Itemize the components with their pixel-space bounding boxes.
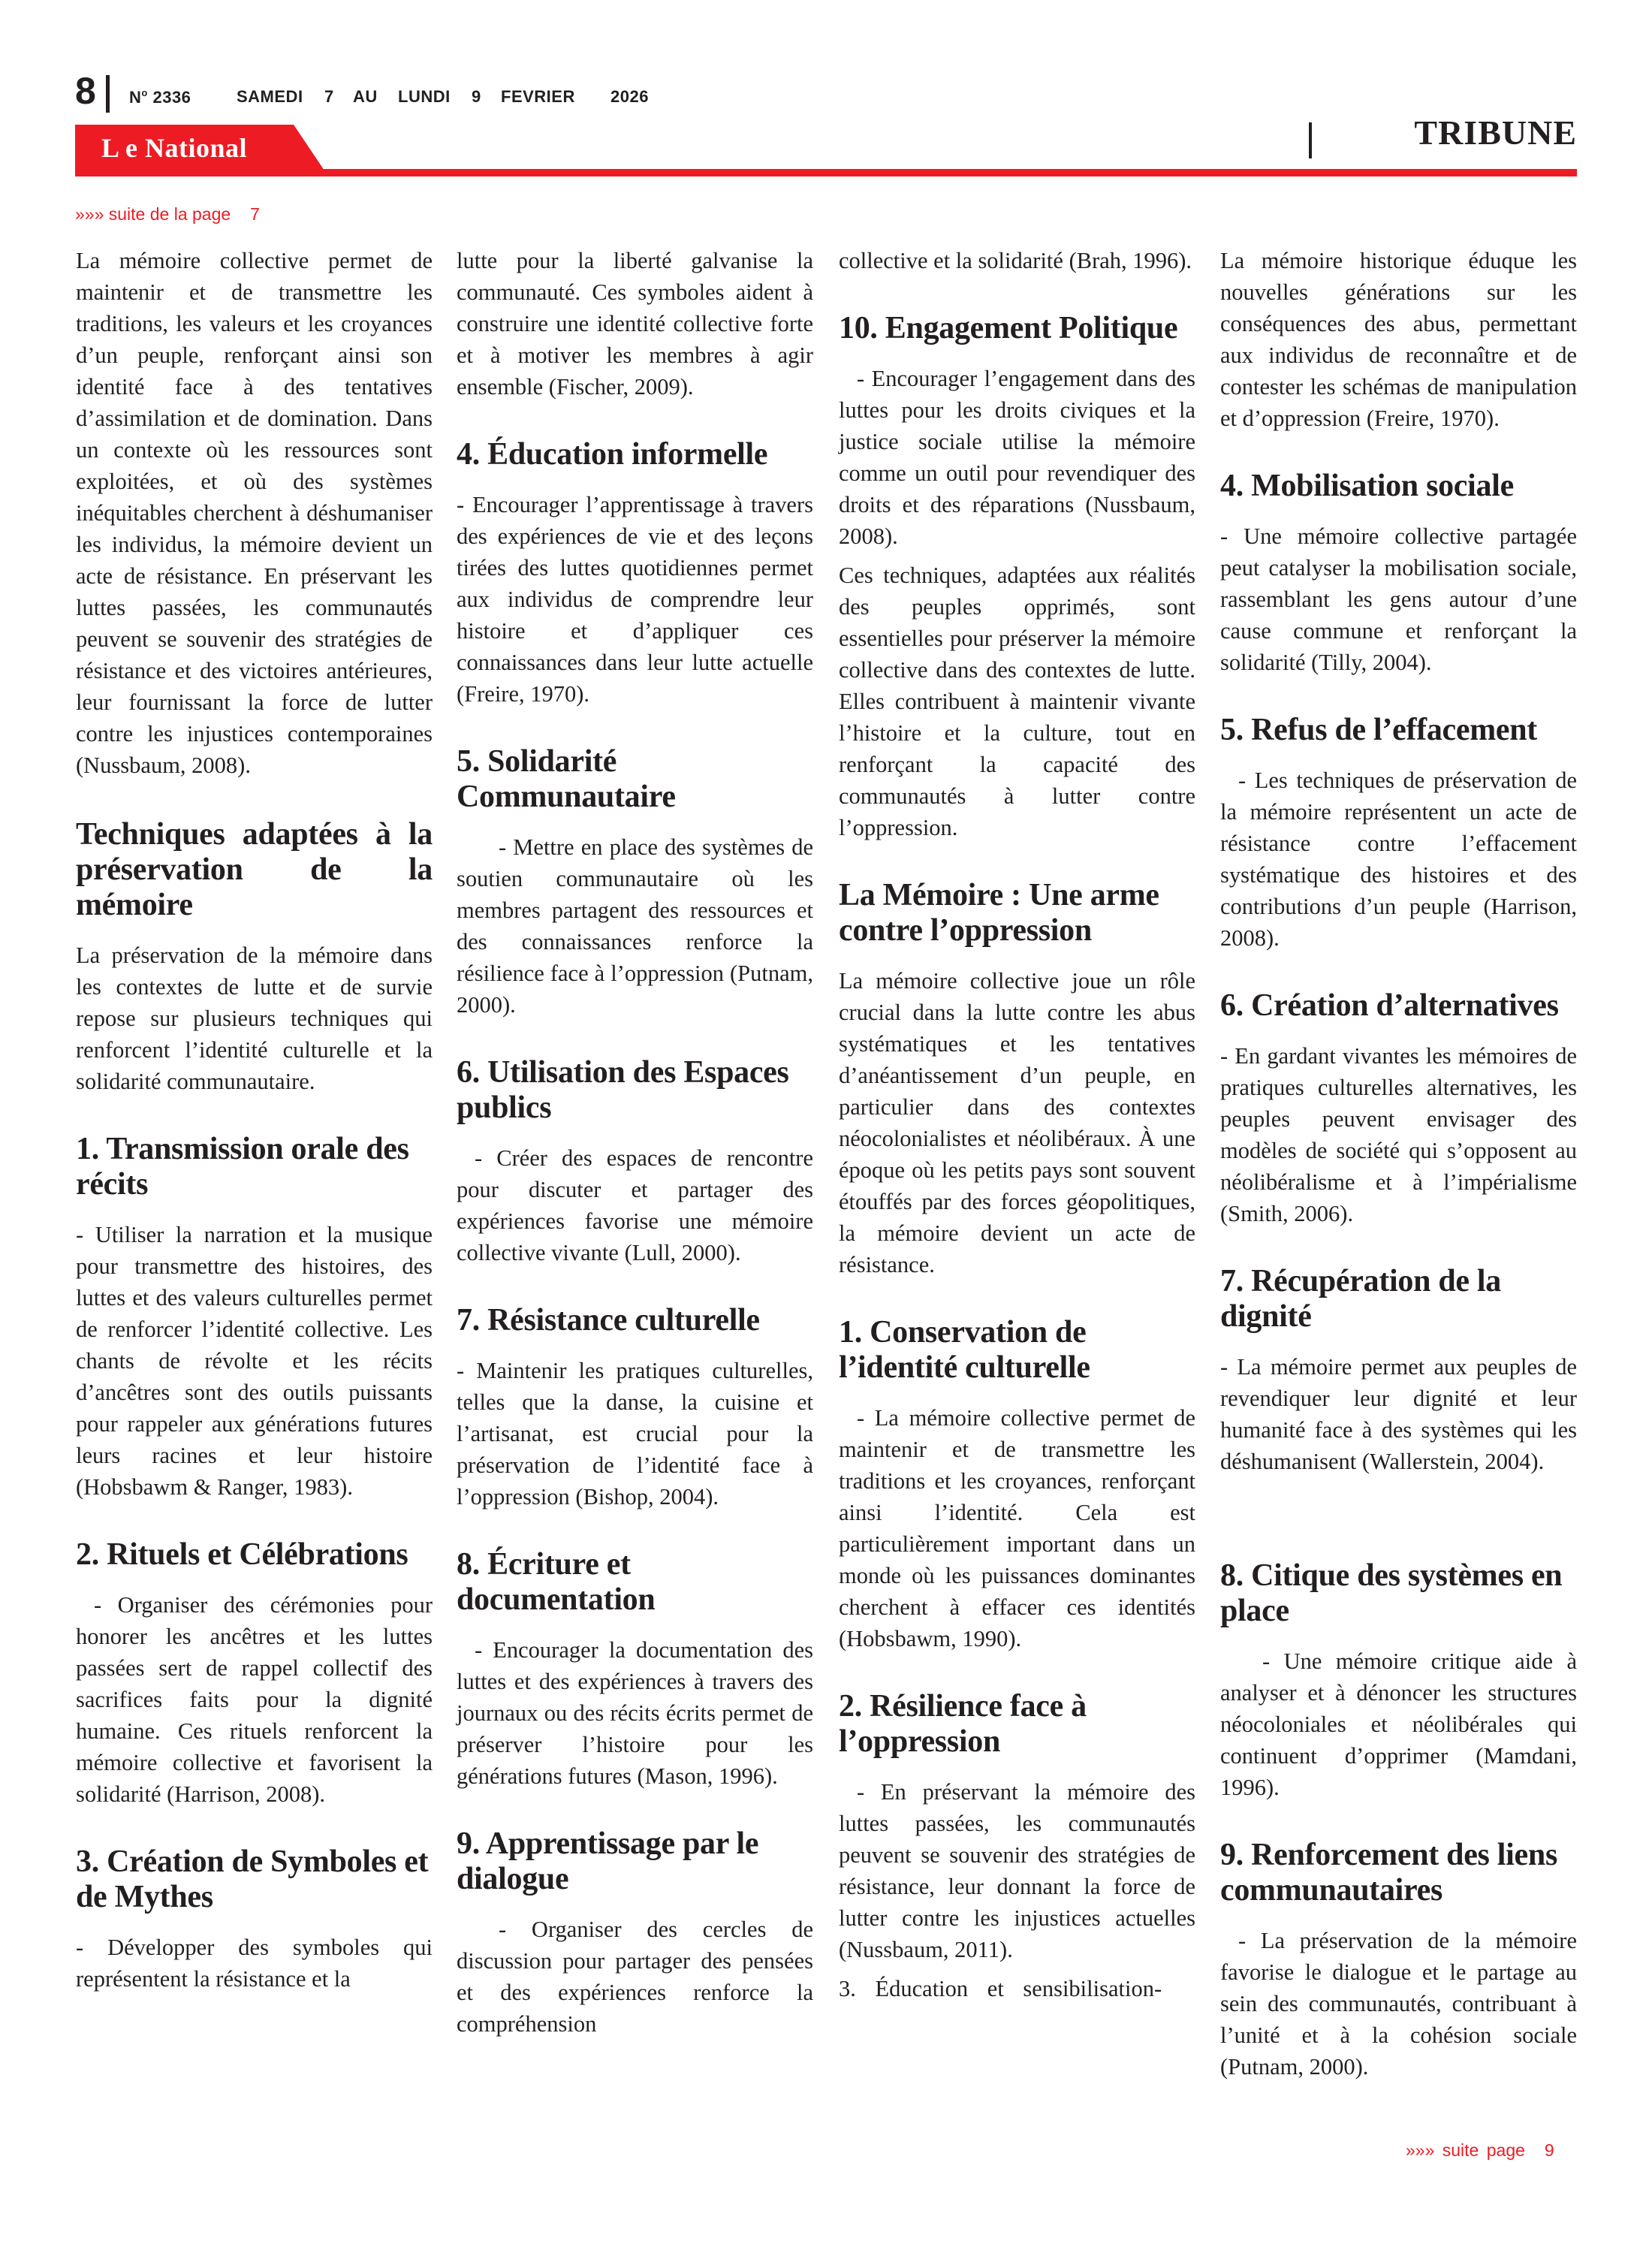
paragraph: Ces techniques, adaptées aux réalités des peuples opprimés, sont essentielles pour préserver la mémoire collective dans des contextes de lutte. Elles contribuent à maintenir vivante l’histoire et la culture, tout en renforçant la capacité des communautés à lutter contre l’oppression. <box>839 562 1195 840</box>
paragraph: La préservation de la mémoire dans les contextes de lutte et de survie repose sur plusieurs techniques qui renforcent l’identité culturelle et la solidarité communautaire. <box>76 943 433 1094</box>
section-heading: 7. Résistance culturelle <box>457 1303 760 1338</box>
date-month: FEVRIER <box>501 87 575 106</box>
date-to: AU <box>353 87 378 106</box>
paragraph: - La mémoire collective permet de maintenir et de transmettre les traditions et les croyances, renforçant ainsi l’identité. Cela est particulièrement important dans un monde où les puissances dominantes cherchent à effacer ces identités (Hobsbawm, 1990). <box>839 1405 1195 1651</box>
section-heading: 1. Conservation de l’identité culturelle <box>839 1315 1090 1385</box>
issue-value: 2336 <box>152 88 191 107</box>
section-heading: 9. Apprentissage par le dialogue <box>457 1826 759 1896</box>
section-heading: 2. Résilience face à l’oppression <box>839 1689 1087 1759</box>
paragraph: - Les techniques de préservation de la mémoire représentent un acte de résistance contre l’effacement systématique des histoires et des contributions d’un peuple (Harrison, 2008). <box>1220 768 1577 951</box>
section-heading: Techniques adaptées à la préservation de la mémoire <box>76 817 433 922</box>
paragraph: - La mémoire permet aux peuples de revendiquer leur dignité et leur humanité face à des systèmes qui les déshumanisent (Wallerstein, 2004). <box>1220 1354 1577 1474</box>
section-heading: 10. Engagement Politique <box>839 311 1178 345</box>
section-heading: 8. Écriture et documentation <box>457 1547 656 1617</box>
paragraph: 3. Éducation et sensibilisation- <box>839 1976 1162 2001</box>
folio-divider <box>106 75 110 113</box>
issue-number <box>129 87 191 107</box>
paragraph: - Une mémoire critique aide à analyser et à dénoncer les structures néocoloniales et néolibérales qui continuent d’opprimer (Mamdani, 1996). <box>1220 1648 1577 1800</box>
date-day: 7 <box>324 87 334 106</box>
paragraph: - Utiliser la narration et la musique pour transmettre des histoires, des luttes et des valeurs culturelles permet de renforcer l’identité collective. Les chants de révolte et les récits d’ancêtres sont des outils puissants pour rappeler aux générations futures leurs racines et leur histoire (Hobsbawm & Ranger, 1983). <box>76 1222 433 1500</box>
paragraph: lutte pour la liberté galvanise la communauté. Ces symboles aident à construire une identité collective forte et à motiver les membres à agir ensemble (Fischer, 2009). <box>457 248 813 400</box>
section-heading: 6. Utilisation des Espaces publics <box>457 1055 789 1125</box>
section-heading: 6. Création d’alternatives <box>1220 988 1559 1023</box>
section-heading: La Mémoire : Une arme contre l’oppression <box>839 878 1159 948</box>
header-rule <box>75 169 1577 176</box>
section-heading: 4. Éducation informelle <box>457 437 768 472</box>
section-heading: 1. Transmission orale des récits <box>76 1132 409 1202</box>
section-heading: 7. Récupération de la dignité <box>1220 1264 1501 1334</box>
paragraph: - Une mémoire collective partagée peut catalyser la mobilisation sociale, rassemblant les gens autour d’une cause commune et renforçant la solidarité (Tilly, 2004). <box>1220 523 1577 675</box>
paragraph: La mémoire historique éduque les nouvelles générations sur les conséquences des abus, permettant aux individus de reconnaître et de contester les schémas de manipulation et d’oppression (Freire, 1970). <box>1220 248 1577 431</box>
section-heading: 5. Refus de l’effacement <box>1220 713 1537 747</box>
issue-sup: o <box>141 87 148 98</box>
page-number: 8 <box>75 70 96 112</box>
section-divider <box>1309 122 1312 158</box>
paragraph: - En préservant la mémoire des luttes passées, les communautés peuvent se souvenir des stratégies de résistance, leur donnant la force de lutter contre les injustices actuelles (Nussbaum, 2011). <box>839 1779 1195 1962</box>
article-column-1 <box>76 245 433 1995</box>
section-heading: 3. Création de Symboles et de Mythes <box>76 1844 429 1914</box>
section-heading: 9. Renforcement des liens communautaires <box>1220 1838 1557 1908</box>
date-day-name: SAMEDI <box>237 87 303 106</box>
section-title: TRIBUNE <box>1414 113 1577 152</box>
paragraph: - La préservation de la mémoire favorise le dialogue et le partage au sein des communautés, contribuant à l’unité et à la cohésion sociale (Putnam, 2000). <box>1220 1928 1577 2080</box>
continued-to-page: 9 <box>1544 2140 1554 2160</box>
paragraph: - Mettre en place des systèmes de soutien communautaire où les membres partagent des ressources et des connaissances renforce la résilience face à l’oppression (Putnam, 2000). <box>457 834 813 1018</box>
section-heading: 2. Rituels et Célébrations <box>76 1537 408 1572</box>
article-column-2 <box>457 245 813 2040</box>
paragraph: - Maintenir les pratiques culturelles, telles que la danse, la cuisine et l’artisanat, est crucial pour la préservation de l’identité face à l’oppression (Bishop, 2004). <box>457 1358 813 1510</box>
paragraph: - Encourager l’engagement dans des luttes pour les droits civiques et la justice sociale utilise la mémoire comme un outil pour revendiquer des droits et des réparations (Nussbaum, 2008). <box>839 366 1195 549</box>
paragraph: - Organiser des cérémonies pour honorer les ancêtres et les luttes passées sert de rappel collectif des sacrifices faits pour la dignité humaine. Ces rituels renforcent la mémoire collective et favorisent la solidarité (Harrison, 2008). <box>76 1592 433 1807</box>
date-day-2: 9 <box>472 87 481 106</box>
continued-from[interactable] <box>75 204 260 225</box>
paragraph: collective et la solidarité (Brah, 1996). <box>839 248 1192 273</box>
continued-from-label: »»» suite de la page <box>75 204 231 224</box>
article-column-3 <box>839 245 1195 2004</box>
date-year: 2026 <box>610 87 649 106</box>
date-day-name-2: LUNDI <box>398 87 451 106</box>
section-heading: 8. Citique des systèmes en place <box>1220 1558 1563 1628</box>
issue-label: N <box>129 88 142 107</box>
continued-to[interactable] <box>1406 2140 1554 2161</box>
paragraph: La mémoire collective permet de maintenir et de transmettre les traditions, les valeurs et les croyances d’un peuple, renforçant ainsi son identité face à des tentatives d’assimilation et de domination. Dans un contexte où les ressources sont exploitées, et où des systèmes inéquitables cherchent à déshumaniser les individus, la mémoire devient un acte de résistance. En préservant les luttes passées, les communautés peuvent se souvenir des stratégies de résistance et des victoires antérieures, leur fournissant la force de lutter contre les injustices contemporaines (Nussbaum, 2008). <box>76 248 433 778</box>
paragraph: La mémoire collective joue un rôle crucial dans la lutte contre les abus systématiques et les tentatives d’anéantissement d’un peuple, en particulier dans des contextes néocolonialistes et néolibéraux. À une époque où les petits pays sont souvent étouffés par des forces géopolitiques, la mémoire devient un acte de résistance. <box>839 968 1195 1277</box>
paragraph: - Créer des espaces de rencontre pour discuter et partager des expériences favorise une mémoire collective vivante (Lull, 2000). <box>457 1145 813 1265</box>
publication-logo: L e National <box>101 133 248 163</box>
article-column-4 <box>1220 245 1577 2083</box>
paragraph: - En gardant vivantes les mémoires de pratiques culturelles alternatives, les peuples peuvent envisager des modèles de société qui s’opposent au néolibéralisme et à l’impérialisme (Smith, 2006). <box>1220 1043 1577 1226</box>
paragraph: - Encourager l’apprentissage à travers des expériences de vie et des leçons tirées des luttes quotidiennes permet aux individus de comprendre leur histoire et d’appliquer ces connaissances dans leur lutte actuelle (Freire, 1970). <box>457 492 813 707</box>
continued-to-label: »»» suite page <box>1406 2140 1525 2160</box>
section-heading: 4. Mobilisation sociale <box>1220 469 1514 503</box>
paragraph: - Organiser des cercles de discussion pour partager des pensées et des expériences renforce la compréhension <box>457 1917 813 2037</box>
continued-from-page: 7 <box>250 204 260 224</box>
paragraph: - Développer des symboles qui représentent la résistance et la <box>76 1935 433 1992</box>
section-heading: 5. Solidarité Communautaire <box>457 744 676 814</box>
paragraph: - Encourager la documentation des luttes et des expériences à travers des journaux ou des récits écrits permet de préserver l’histoire pour les générations futures (Mason, 1996). <box>457 1637 813 1789</box>
